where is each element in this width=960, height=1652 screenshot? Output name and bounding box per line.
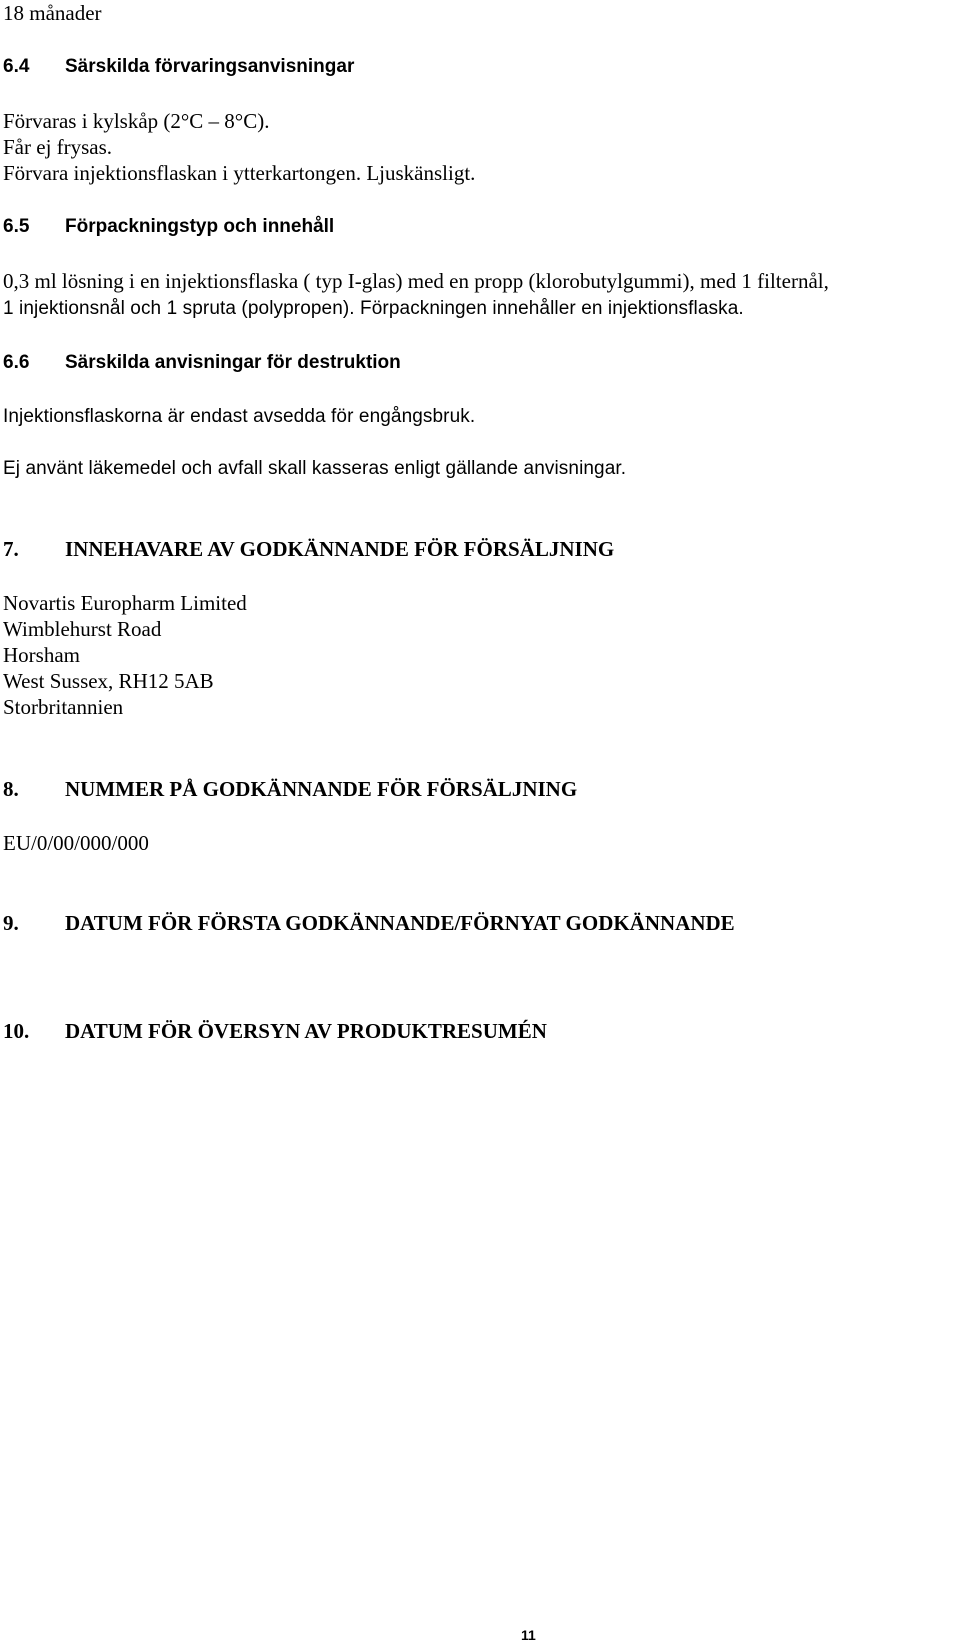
section-6-6-heading <box>3 350 401 376</box>
holder-line-4: West Sussex, RH12 5AB <box>3 669 214 693</box>
section-title: DATUM FÖR FÖRSTA GODKÄNNANDE/FÖRNYAT GODKÄNNANDE <box>65 911 735 935</box>
section-title: Särskilda anvisningar för destruktion <box>65 352 401 373</box>
holder-line-1: Novartis Europharm Limited <box>3 591 247 615</box>
section-title: DATUM FÖR ÖVERSYN AV PRODUKTRESUMÉN <box>65 1019 547 1043</box>
package-line-1: 0,3 ml lösning i en injektionsflaska ( typ I-glas) med en propp (klorobutylgummi), med 1 filternål, <box>3 269 829 293</box>
section-title: NUMMER PÅ GODKÄNNANDE FÖR FÖRSÄLJNING <box>65 777 578 801</box>
section-title: Särskilda förvaringsanvisningar <box>65 56 355 77</box>
storage-line-1: Förvaras i kylskåp (2°C – 8°C). <box>3 109 270 133</box>
section-number: 9. <box>3 911 19 935</box>
section-6-5-heading <box>3 214 334 240</box>
section-title: INNEHAVARE AV GODKÄNNANDE FÖR FÖRSÄLJNING <box>65 537 615 561</box>
section-number: 7. <box>3 537 19 561</box>
authorisation-number: EU/0/00/000/000 <box>3 831 149 855</box>
holder-line-2: Wimblehurst Road <box>3 617 162 641</box>
section-number: 6.4 <box>3 56 30 77</box>
section-6-4-heading <box>3 54 354 80</box>
storage-line-2: Får ej frysas. <box>3 135 113 159</box>
holder-line-3: Horsham <box>3 643 80 667</box>
section-10-heading <box>3 1018 547 1044</box>
section-number: 8. <box>3 777 19 801</box>
section-9-heading <box>3 910 735 936</box>
disposal-line-2: Ej använt läkemedel och avfall skall kasseras enligt gällande anvisningar. <box>3 458 627 479</box>
page-number: 11 <box>521 1627 536 1643</box>
shelf-life-value: 18 månader <box>3 1 102 25</box>
section-number: 6.5 <box>3 216 30 237</box>
section-7-heading <box>3 536 614 562</box>
section-number: 6.6 <box>3 352 30 373</box>
section-title: Förpackningstyp och innehåll <box>65 216 335 237</box>
storage-line-3: Förvara injektionsflaskan i ytterkartongen. Ljuskänsligt. <box>3 161 476 185</box>
section-number: 10. <box>3 1019 30 1043</box>
section-8-heading <box>3 776 577 802</box>
disposal-line-1: Injektionsflaskorna är endast avsedda för engångsbruk. <box>3 406 476 427</box>
holder-line-5: Storbritannien <box>3 695 124 719</box>
package-line-2: 1 injektionsnål och 1 spruta (polypropen). Förpackningen innehåller en injektionsflaska. <box>3 298 744 319</box>
